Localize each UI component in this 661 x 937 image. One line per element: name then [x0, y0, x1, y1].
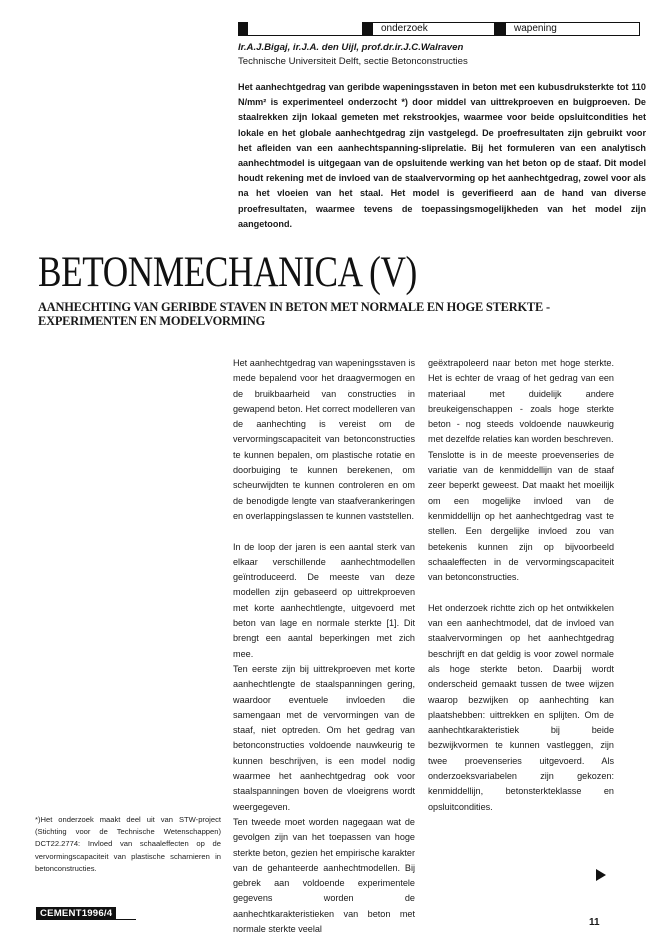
header-rule — [238, 35, 640, 36]
body-column-1 — [233, 356, 415, 937]
article-title: BETONMECHANICA (V) — [38, 249, 417, 296]
paragraph: geëxtrapoleerd naar beton met hoge sterkte. Het is echter de vraag of het gedrag van een materiaal met duidelijk andere breukeigenschappen - zoals hoge sterkte beton - nog steeds voldoende nauwkeurig met dezelfde relaties kan worden beschreven. — [428, 358, 614, 445]
article-subtitle: AANHECHTING VAN GERIBDE STAVEN IN BETON MET NORMALE EN HOGE STERKTE - EXPERIMENTEN EN MODELVORMING — [38, 300, 550, 328]
institution: Technische Universiteit Delft, sectie Betonconstructies — [238, 56, 468, 67]
page-number: 11 — [589, 917, 600, 928]
header-block-mid — [362, 22, 372, 36]
footnote: *)Het onderzoek maakt deel uit van STW-project (Stichting voor de Technische Wetenschappen) DCT22.2774: Invloed van schaaleffecten op de vervormingscapaciteit van plastische scharnieren in betonconstructies. — [35, 815, 221, 873]
paragraph: Tenslotte is in de meeste proevenseries de variatie van de kenmiddellijn van de staaf zeer beperkt geweest. Dat maakt het moeilijk om een mogelijke invloed van de kenmiddellijn op het aanhechtgedrag vast te stellen. Een dergelijke invloed zou van betekenis kunnen zijn op bijvoorbeeld schaaleffecten in de vervormingscapaciteit van betonconstructies. — [428, 449, 614, 583]
section-header-bar — [238, 22, 640, 36]
paragraph: Ten tweede moet worden nagegaan wat de gevolgen zijn van het toepassen van hoge sterkte beton, gezien het empirische karakter van de gehanteerde aanhechtmodellen. Bij gebrek aan voldoende experimentele gegevens worden de aanhechtkarakteristieken van beton met normale sterkte veelal — [233, 816, 415, 934]
body-column-2 — [428, 356, 614, 830]
header-topic-label: wapening — [505, 22, 640, 36]
abstract: Het aanhechtgedrag van geribde wapeningsstaven in beton met een kubusdruksterkte tot 110 N/mm² is experimenteel onderzocht *) door middel van uittrekproeven en buigproeven. De staalrekken zijn lokaal gemeten met rekstrookjes, waarmee voor beide opsluitcondities het lokale en het globale aanhechtgedrag zijn vastgelegd. De proefresultaten zijn gebruikt voor het afleiden van een aanhechtspanning-sliprelatie. Bij het formuleren van een analytisch aanhechtmodel is uitgegaan van de opsluitende werking van het beton op de staaf. Dit model houdt rekening met de invloed van de staalvervorming op het aanhechtgedrag, zowel voor als na het vloeien van het staal. Het model is geverifieerd aan de hand van diverse proefresultaten, waarmee tevens de toepassingsmogelijkheden van het model zijn aangetoond. — [238, 82, 646, 229]
continue-arrow-icon — [596, 869, 606, 881]
authors: Ir.A.J.Bigaj, ir.J.A. den Uijl, prof.dr.ir.J.C.Walraven — [238, 42, 464, 53]
paragraph: Het onderzoek richtte zich op het ontwikkelen van een aanhechtmodel, dat de invloed van staalvervormingen op het aanhechtgedrag beschrijft en dat geldig is voor zowel normale als hoge sterkte beton. Daarbij wordt onderscheid gemaakt tussen de twee wijzen waarop bezwijken op aanhechting kan plaatshebben: uittrekken en splijten. Om de aanhechtkarakteristiek bij beide bezwijkvormen te kunnen vastleggen, zijn twee proevenseries uitgevoerd. Als onderzoeksvariabelen zijn gekozen: kenmiddellijn, betonsterkteklasse en opsluitcondities. — [428, 602, 614, 812]
header-section-label: onderzoek — [372, 22, 495, 36]
paragraph: In de loop der jaren is een aantal sterk van elkaar verschillende aanhechtmodellen geïntroduceerd. De meeste van deze modellen zijn gebaseerd op uittrekproeven met korte aanhechtlengte, uitgevoerd met beton van lage en normale sterkte [1]. Dit brengt een aantal beperkingen met zich mee. — [233, 541, 415, 659]
footer-rule — [36, 919, 136, 920]
paragraph: Het aanhechtgedrag van wapeningsstaven is mede bepalend voor het draagvermogen en de bruikbaarheid van constructies in gewapend beton. Het correct modelleren van de aanhechting is vereist om de vervormingscapaciteit van betonconstructies te kunnen bepalen, om plastische rotatie en doorbuiging te kunnen berekenen, om scheurwijdten te kunnen controleren en om de benodigde lengte van staafverankeringen en overlappingslassen te kunnen vaststellen. — [233, 358, 415, 521]
header-block-right — [495, 22, 505, 36]
header-block-left — [238, 22, 248, 36]
paragraph: Ten eerste zijn bij uittrekproeven met korte aanhechtlengte de staalspanningen gering, waardoor eventuele invloeden die samengaan met de vervormingen van de staaf, niet optreden. Om het gedrag van betonconstructies voldoende nauwkeurig te kunnen beschrijven, is een model nodig waarmee het aanhechtgedrag ook voor staalspanningen boven de vloeigrens wordt weergegeven. — [233, 663, 415, 812]
journal-label: CEMENT1996/4 — [36, 907, 116, 920]
